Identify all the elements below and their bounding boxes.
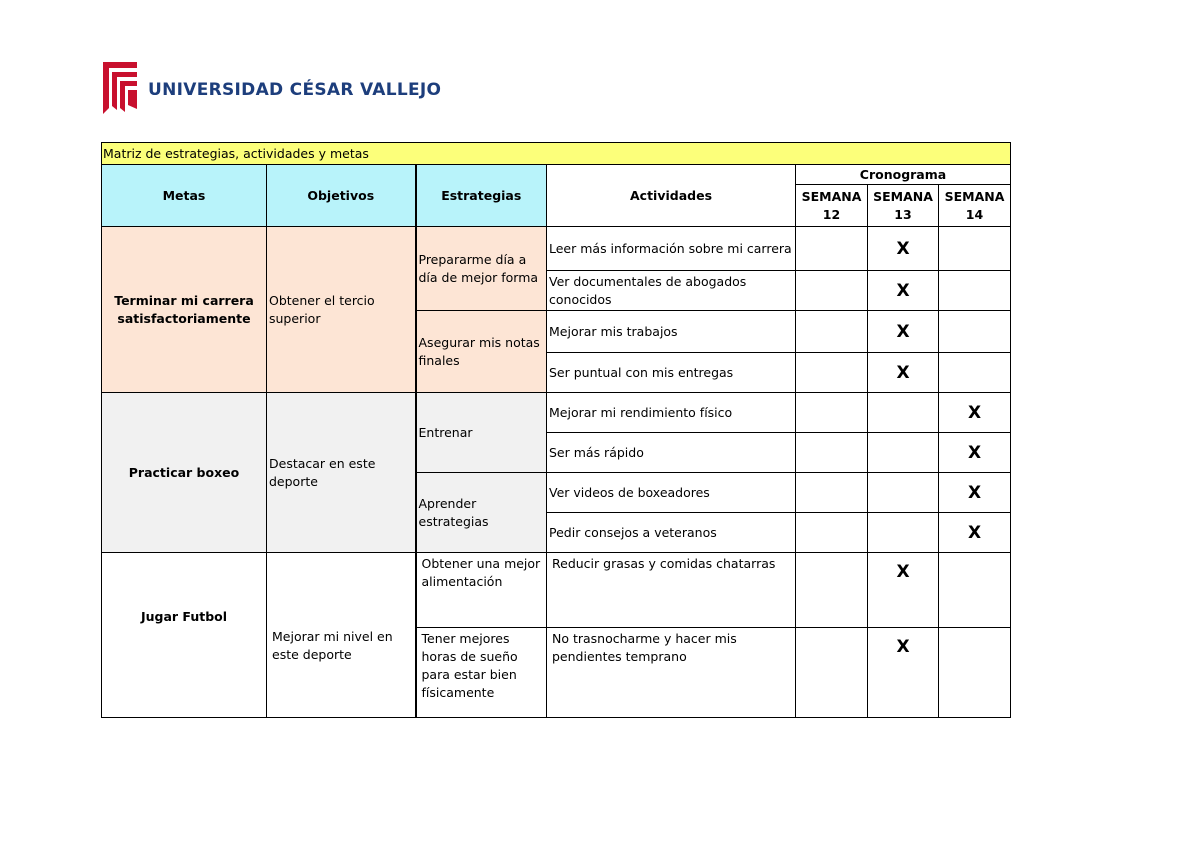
estrategia-cell: Aprender estrategias	[416, 473, 547, 553]
actividad-cell: Mejorar mi rendimiento físico	[547, 393, 796, 433]
table-title: Matriz de estrategias, actividades y metas	[102, 143, 1011, 165]
actividad-cell: Ver videos de boxeadores	[547, 473, 796, 513]
col-header-cronograma: Cronograma	[796, 165, 1011, 185]
week-cell	[868, 473, 939, 513]
week-cell	[868, 433, 939, 473]
week-mark: X	[939, 473, 1011, 513]
actividad-cell: Leer más información sobre mi carrera	[547, 227, 796, 271]
week-cell	[796, 513, 868, 553]
week-cell	[939, 353, 1011, 393]
col-header-estrategias: Estrategias	[416, 165, 547, 227]
table-row	[102, 393, 1011, 433]
actividad-cell: Pedir consejos a veteranos	[547, 513, 796, 553]
week-cell	[796, 271, 868, 311]
actividad-cell: Mejorar mis trabajos	[547, 311, 796, 353]
matrix-table	[101, 142, 1011, 718]
week-cell	[796, 311, 868, 353]
meta-cell: Practicar boxeo	[102, 393, 267, 553]
estrategia-cell: Tener mejores horas de sueño para estar bien físicamente	[416, 628, 547, 718]
objetivo-cell: Obtener el tercio superior	[267, 227, 416, 393]
week-cell	[796, 227, 868, 271]
week-mark: X	[868, 628, 939, 718]
estrategia-cell: Prepararme día a día de mejor forma	[416, 227, 547, 311]
week-mark: X	[939, 513, 1011, 553]
meta-cell: Terminar mi carrera satisfactoriamente	[102, 227, 267, 393]
estrategia-cell: Asegurar mis notas finales	[416, 311, 547, 393]
week-cell	[868, 513, 939, 553]
ucv-emblem-icon	[102, 62, 138, 114]
col-header-objetivos: Objetivos	[267, 165, 416, 227]
week-cell	[796, 353, 868, 393]
strategy-matrix	[101, 142, 1011, 718]
week-cell	[796, 473, 868, 513]
week-cell	[796, 433, 868, 473]
week-mark: X	[939, 433, 1011, 473]
week-header-14: SEMANA 14	[939, 185, 1011, 227]
header-row	[102, 165, 1011, 185]
actividad-cell: Ser puntual con mis entregas	[547, 353, 796, 393]
table-row	[102, 553, 1011, 628]
week-cell	[939, 628, 1011, 718]
col-header-actividades: Actividades	[547, 165, 796, 227]
actividad-cell: Ser más rápido	[547, 433, 796, 473]
actividad-cell: Ver documentales de abogados conocidos	[547, 271, 796, 311]
university-name: UNIVERSIDAD CÉSAR VALLEJO	[148, 80, 442, 100]
week-cell	[868, 393, 939, 433]
week-mark: X	[939, 393, 1011, 433]
week-mark: X	[868, 311, 939, 353]
table-row	[102, 227, 1011, 271]
week-cell	[939, 553, 1011, 628]
week-mark: X	[868, 227, 939, 271]
week-header-12: SEMANA 12	[796, 185, 868, 227]
week-mark: X	[868, 271, 939, 311]
objetivo-cell: Destacar en este deporte	[267, 393, 416, 553]
title-row	[102, 143, 1011, 165]
week-cell	[796, 628, 868, 718]
actividad-cell: Reducir grasas y comidas chatarras	[547, 553, 796, 628]
week-header-13: SEMANA 13	[868, 185, 939, 227]
col-header-metas: Metas	[102, 165, 267, 227]
week-cell	[939, 227, 1011, 271]
week-cell	[796, 393, 868, 433]
estrategia-cell: Obtener una mejor alimentación	[416, 553, 547, 628]
estrategia-cell: Entrenar	[416, 393, 547, 473]
week-cell	[939, 311, 1011, 353]
week-cell	[796, 553, 868, 628]
meta-cell: Jugar Futbol	[102, 553, 267, 718]
actividad-cell: No trasnocharme y hacer mis pendientes temprano	[547, 628, 796, 718]
university-logo	[102, 62, 441, 114]
objetivo-cell: Mejorar mi nivel en este deporte	[267, 553, 416, 718]
week-cell	[939, 271, 1011, 311]
week-mark: X	[868, 353, 939, 393]
week-mark: X	[868, 553, 939, 628]
